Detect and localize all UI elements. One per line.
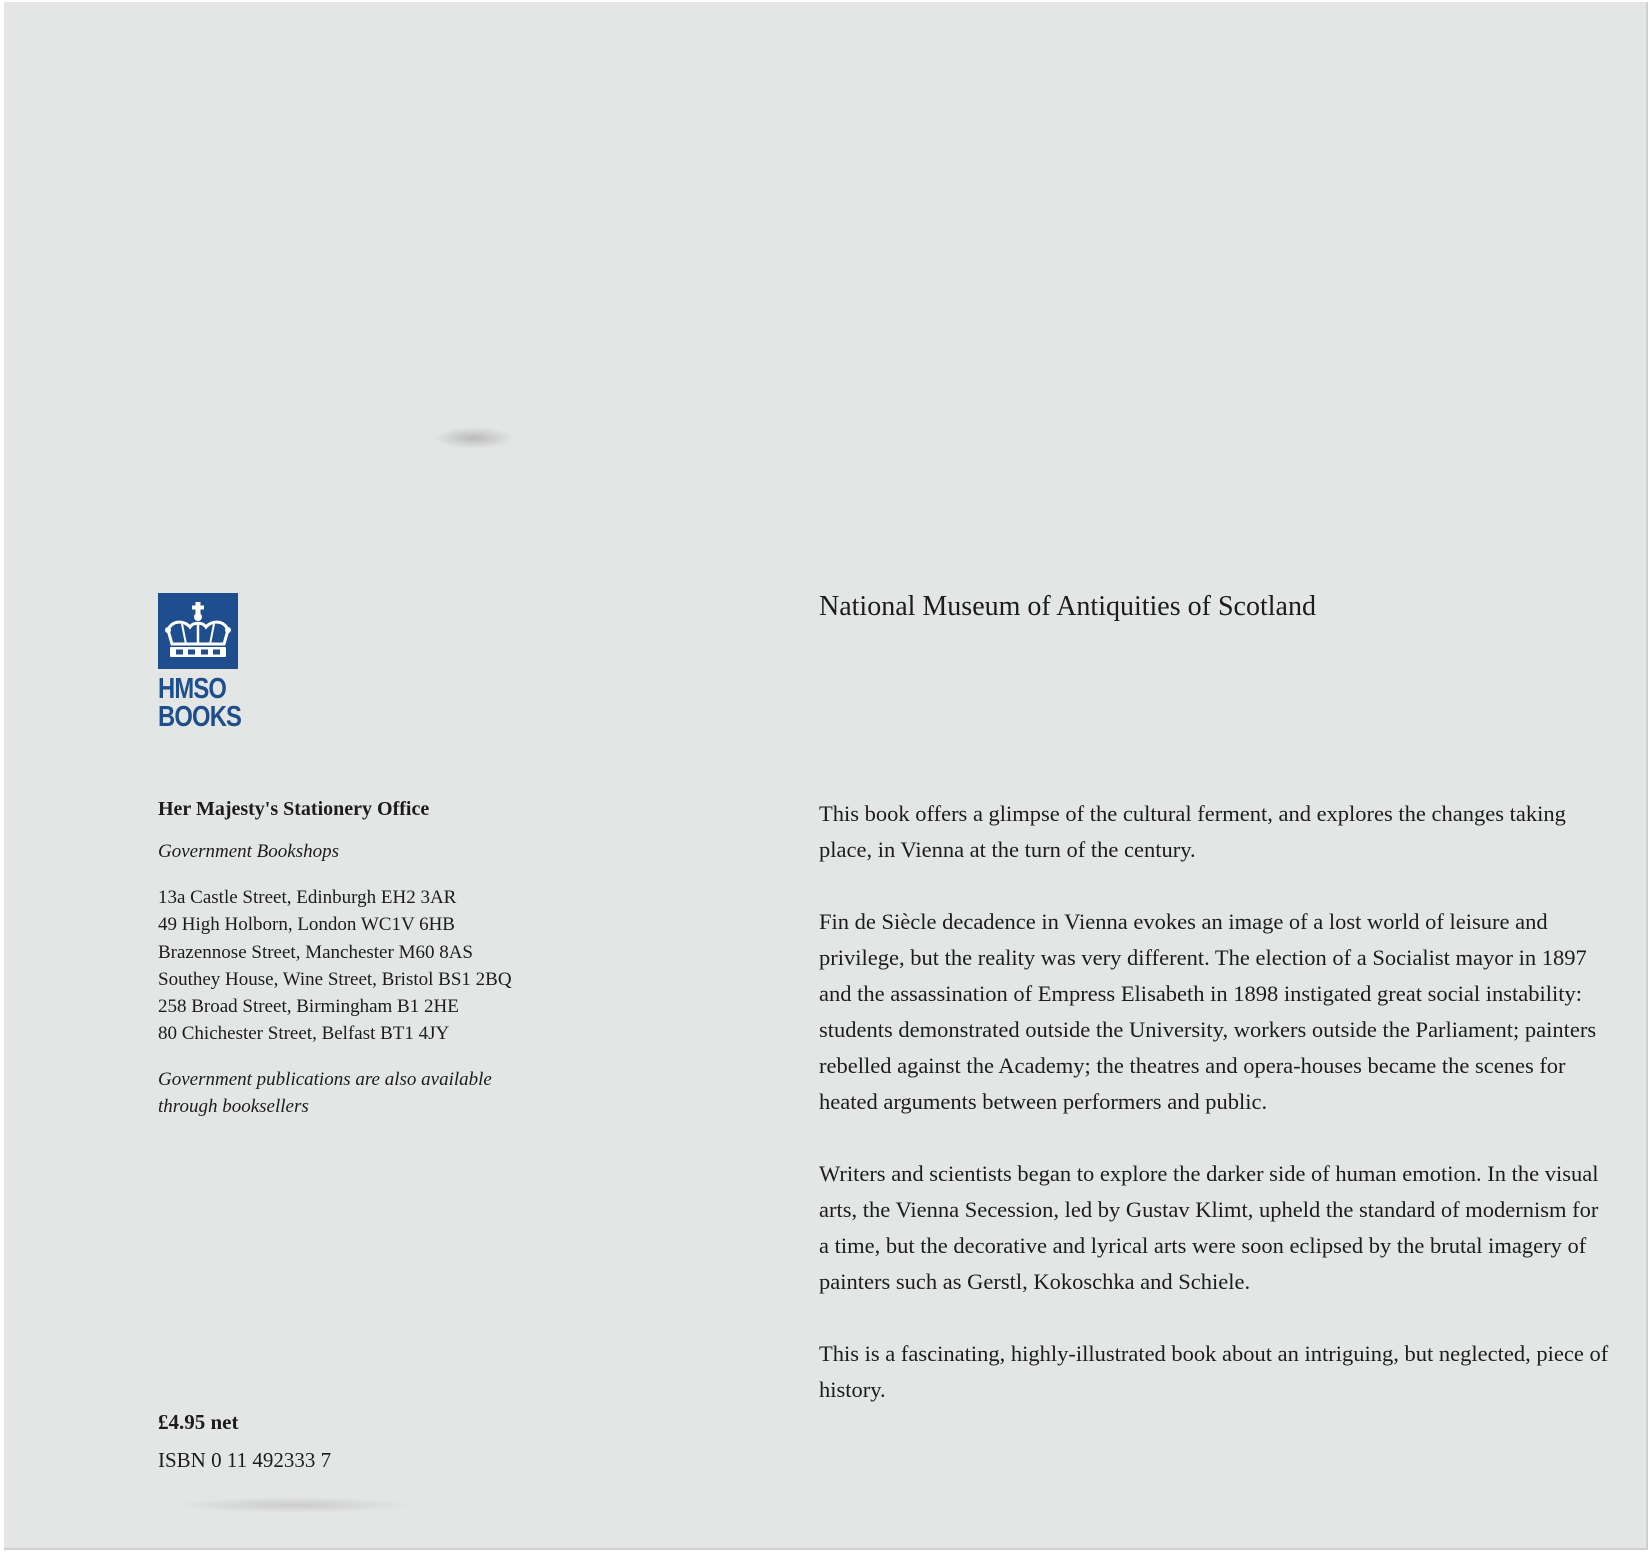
smudge-mark: [174, 1497, 414, 1513]
address-line: 49 High Holborn, London WC1V 6HB: [158, 914, 455, 936]
publisher-name: Her Majesty's Stationery Office: [158, 798, 430, 820]
crown-emblem: [158, 593, 238, 669]
crown-icon: [162, 600, 234, 662]
blurb-paragraph: Fin de Siècle decadence in Vienna evokes an image of a lost world of leisure and privilege, but the reality was very different. The election of a Socialist mayor in 1897 and the assassination of Empress Elisabeth in 1898 instigated great social instability: students demonstrated outside the University, workers outside the Parliament; painters rebelled against the Academy; the theatres and opera-houses became the scenes for heated arguments between performers and public.: [819, 909, 1597, 1114]
address-line: 80 Chichester Street, Belfast BT1 4JY: [158, 1023, 450, 1045]
address-line: Brazennose Street, Manchester M60 8AS: [158, 941, 474, 963]
museum-name: National Museum of Antiquities of Scotland: [819, 591, 1316, 622]
book-blurb: [819, 796, 1609, 1444]
back-cover: [4, 2, 1648, 1550]
address-line: 258 Broad Street, Birmingham B1 2HE: [158, 996, 459, 1018]
price: £4.95 net: [158, 1410, 239, 1434]
availability-note: Government publications are also available through booksellers: [158, 1068, 492, 1117]
logo-word-books: BOOKS: [158, 701, 242, 733]
blurb-paragraph: This is a fascinating, highly-illustrated book about an intriguing, but neglected, piece of history.: [819, 1341, 1609, 1402]
smudge-mark: [434, 427, 514, 449]
address-list: [158, 884, 578, 1048]
isbn: ISBN 0 11 492333 7: [158, 1448, 332, 1472]
publisher-info: [158, 797, 578, 1120]
address-line: Southey House, Wine Street, Bristol BS1 2BQ: [158, 968, 512, 990]
address-line: 13a Castle Street, Edinburgh EH2 3AR: [158, 887, 457, 908]
blurb-paragraph: Writers and scientists began to explore the darker side of human emotion. In the visual arts, the Vienna Secession, led by Gustav Klimt, upheld the standard of modernism for a time, but the decorative and lyrical arts were soon eclipsed by the brutal imagery of painters such as Gerstl, Kokoschka and Schiele.: [819, 1161, 1599, 1294]
hmso-books-logo: [158, 593, 242, 733]
logo-word-hmso: HMSO: [158, 673, 227, 705]
blurb-paragraph: This book offers a glimpse of the cultural ferment, and explores the changes taking place, in Vienna at the turn of the century.: [819, 801, 1566, 862]
bookshops-label: Government Bookshops: [158, 841, 339, 862]
